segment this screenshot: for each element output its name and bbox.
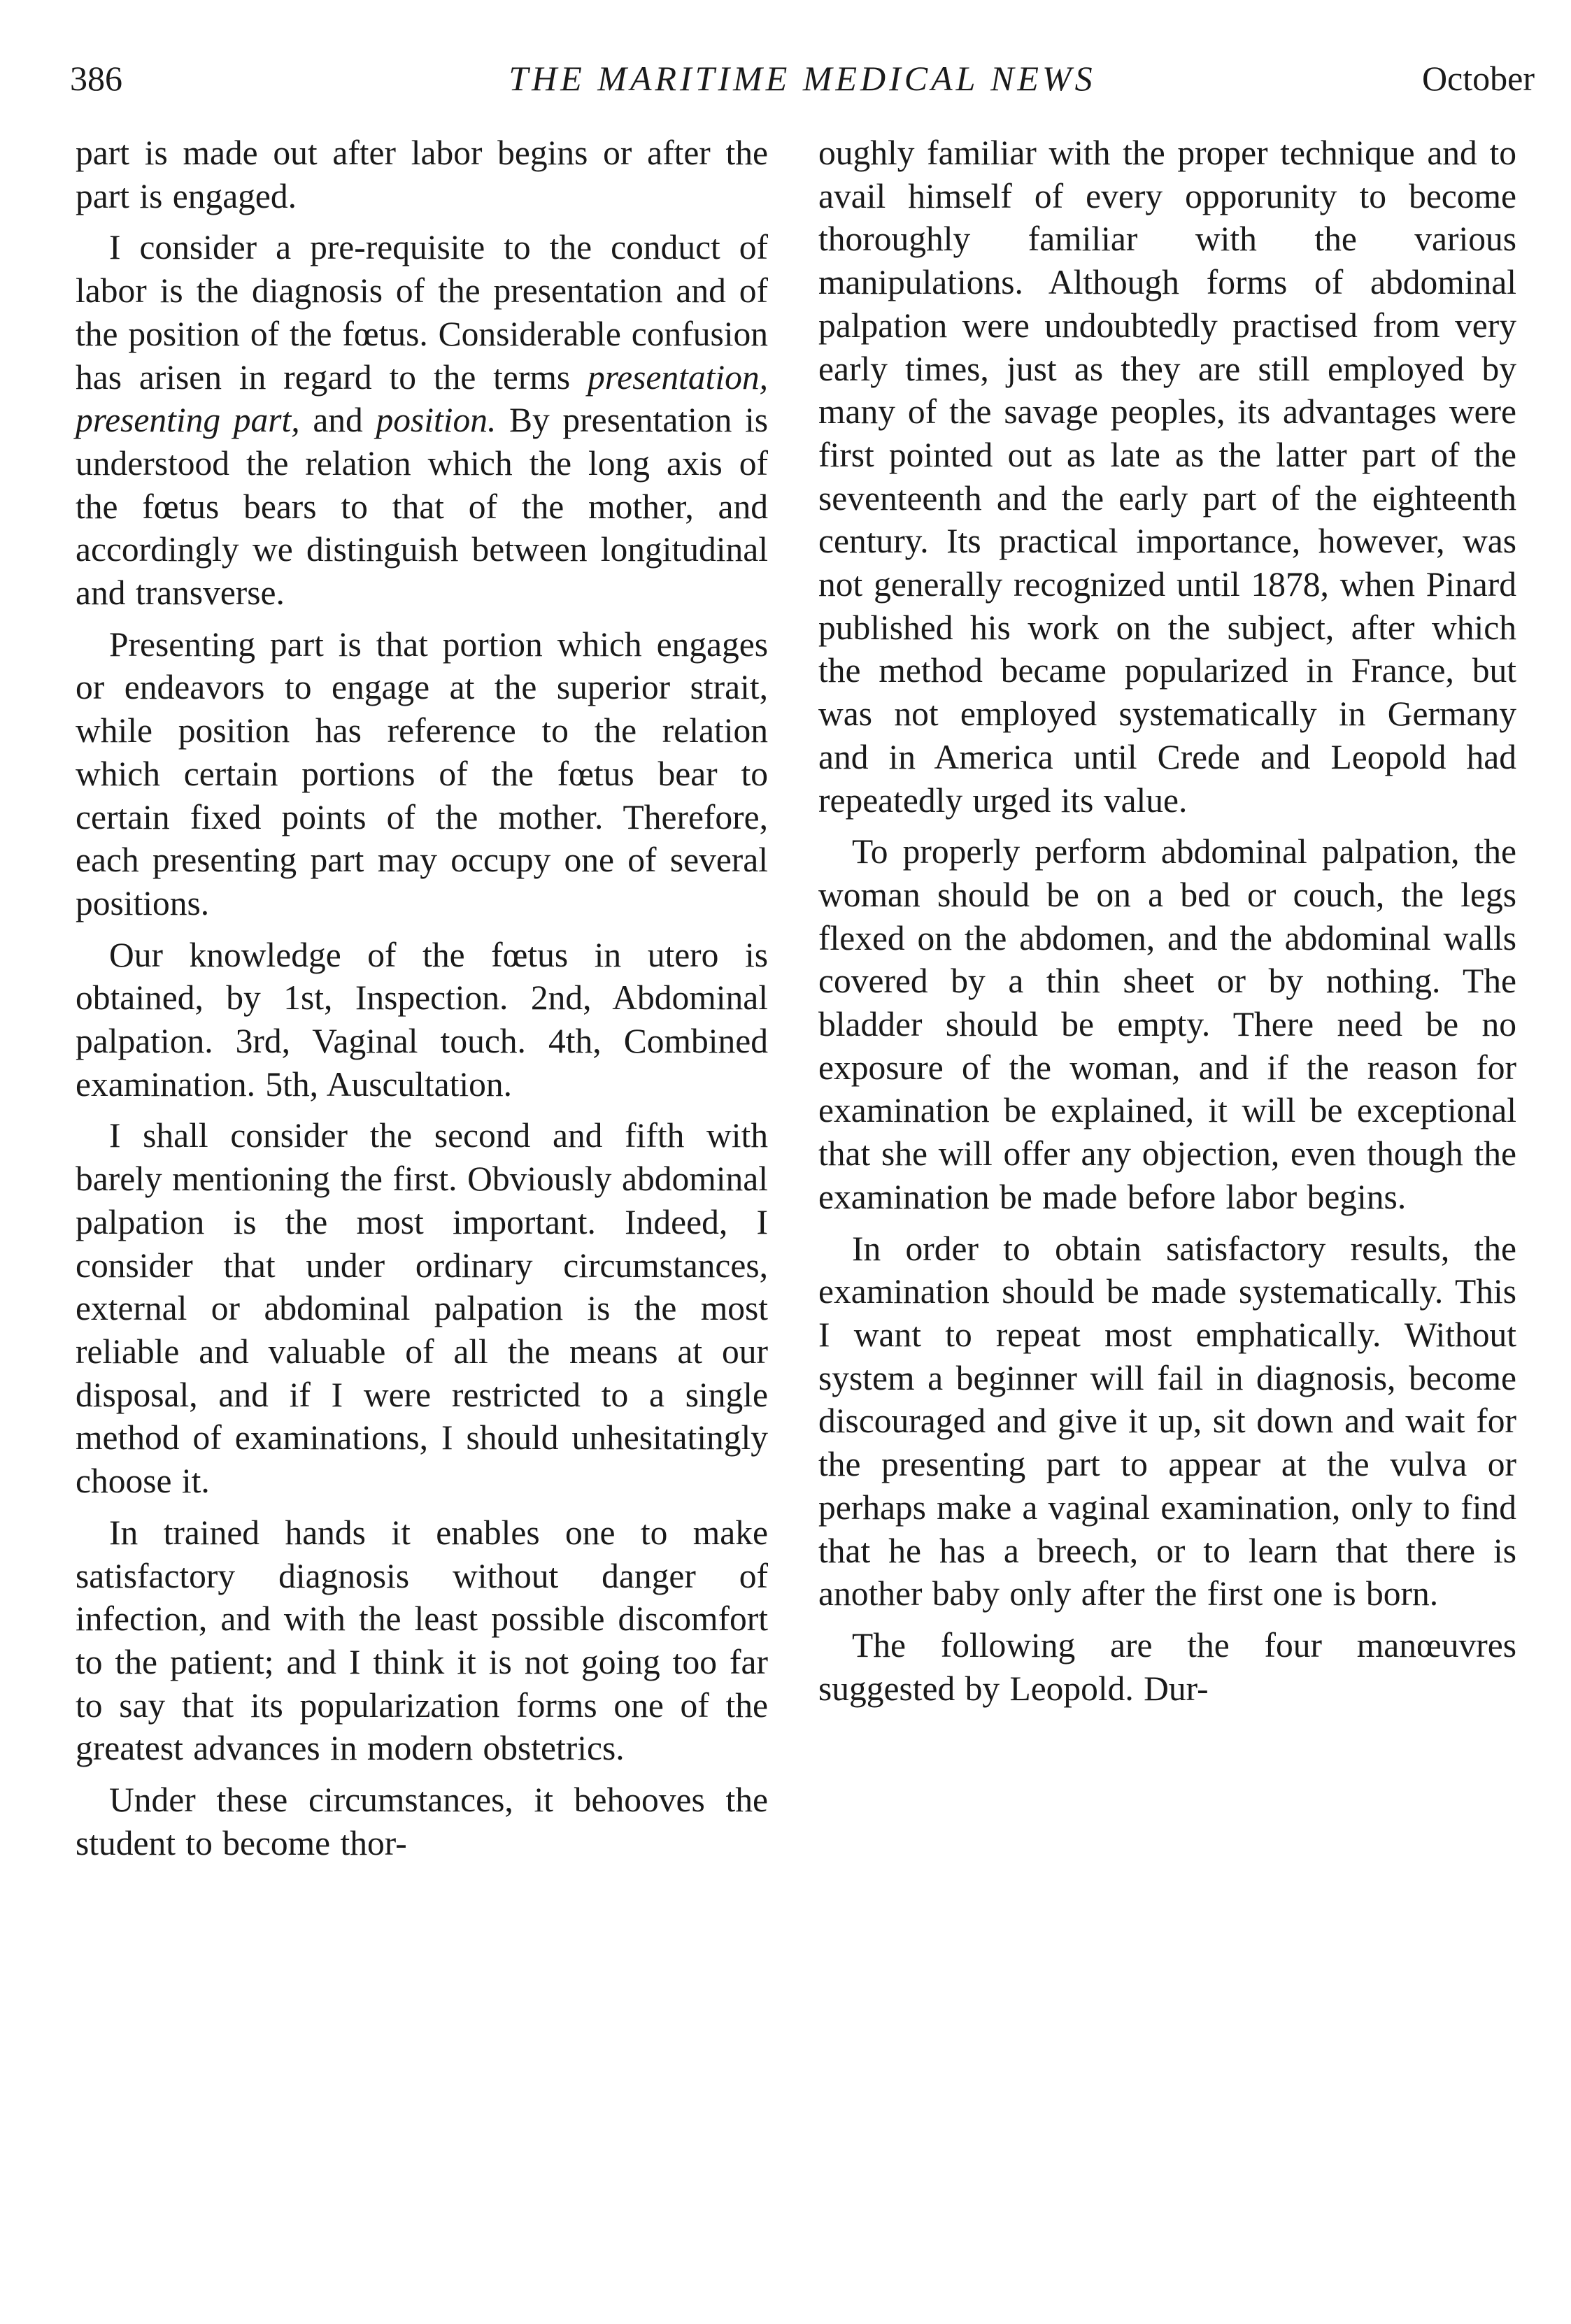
paragraph (76, 226, 768, 614)
journal-title: THE MARITIME MEDICAL NEWS (509, 59, 1096, 98)
paragraph-text: and (299, 401, 376, 440)
right-column (818, 131, 1516, 1710)
paragraph: Under these circumstances, it behooves the student to become thor- (76, 1781, 768, 1862)
paragraph: In trained hands it enables one to make satisfactory diagnosis without danger of infection, and with the least possible discomfort to the patient; and I think it is not going too far to say that its popularization forms one of the greatest advances in modern obstetrics. (76, 1513, 768, 1768)
paragraph: To properly perform abdominal palpation, the woman should be on a bed or couch, the legs flexed on the abdomen, and the abdominal walls covered by a thin sheet or by nothing. The bladder should be empty. There need be no exposure of the woman, and if the reason for examination be explained, it will be exceptional that she will offer any objection, even though the examination be made before labor begins. (818, 832, 1516, 1216)
paragraph: I shall consider the second and fifth with barely mentioning the first. Obviously abdominal palpation is the most important. Indeed, I consider that under ordinary circumstances, external or abdominal palpation is the most reliable and valuable of all the means at our disposal, and if I were restricted to a single method of examinations, I should unhesitatingly choose it. (76, 1116, 768, 1501)
paragraph: Presenting part is that portion which engages or endeavors to engage at the superior strait, while position has reference to the relation which certain portions of the fœtus bear to certain fixed points of the mother. Therefore, each presenting part may occupy one of several positions. (76, 625, 768, 922)
italic-term: presentation, presenting part, (76, 357, 768, 440)
running-head (70, 50, 1535, 106)
paragraph: oughly familiar with the proper technique and to avail himself of every opporunity to become thoroughly familiar with the various manipulations. Although forms of abdominal palpation were undoubtedly practised from very early times, just as they are still employed by many of the savage peoples, its advantages were first pointed out as late as the latter part of the seventeenth and the early part of the eighteenth century. Its practical importance, however, was not generally recognized until 1878, when Pinard published his work on the subject, after which the method became popularized in France, but was not employed systematically in Germany and in America until Crede and Leopold had repeatedly urged its value. (818, 134, 1516, 820)
paragraph-text: I consider a pre-requisite to the conduct of labor is the diagnosis of the presentation and of the position of the fœtus. Considerable confusion has arisen in regard to the terms (76, 228, 768, 397)
paragraph: Our knowledge of the fœtus in utero is obtained, by 1st, Inspection. 2nd, Abdominal palpation. 3rd, Vaginal touch. 4th, Combined examination. 5th, Auscultation. (76, 935, 768, 1104)
issue-month: October (1421, 59, 1535, 98)
paragraph: The following are the four manœuvres suggested by Leopold. Dur- (818, 1625, 1516, 1708)
paragraph: In order to obtain satisfactory results, the examination should be made systematically. This I want to repeat most emphatically. Without system a beginner will fail in diagnosis, become discouraged and give it up, sit down and wait for the presenting part to appear at the vulva or perhaps make a vaginal examination, only to find that he has a breech, or to learn that there is another baby only after the first one is born. (818, 1229, 1516, 1613)
paragraph: part is made out after labor begins or after the part is engaged. (76, 134, 768, 215)
left-column (76, 131, 768, 1865)
page-number: 386 (70, 59, 122, 98)
italic-term: position. (376, 401, 497, 440)
paragraph-text: By presentation is understood the relation which the long axis of the fœtus bears to that of the mother, and accordingly we distinguish between longitudinal and transverse. (76, 401, 768, 613)
